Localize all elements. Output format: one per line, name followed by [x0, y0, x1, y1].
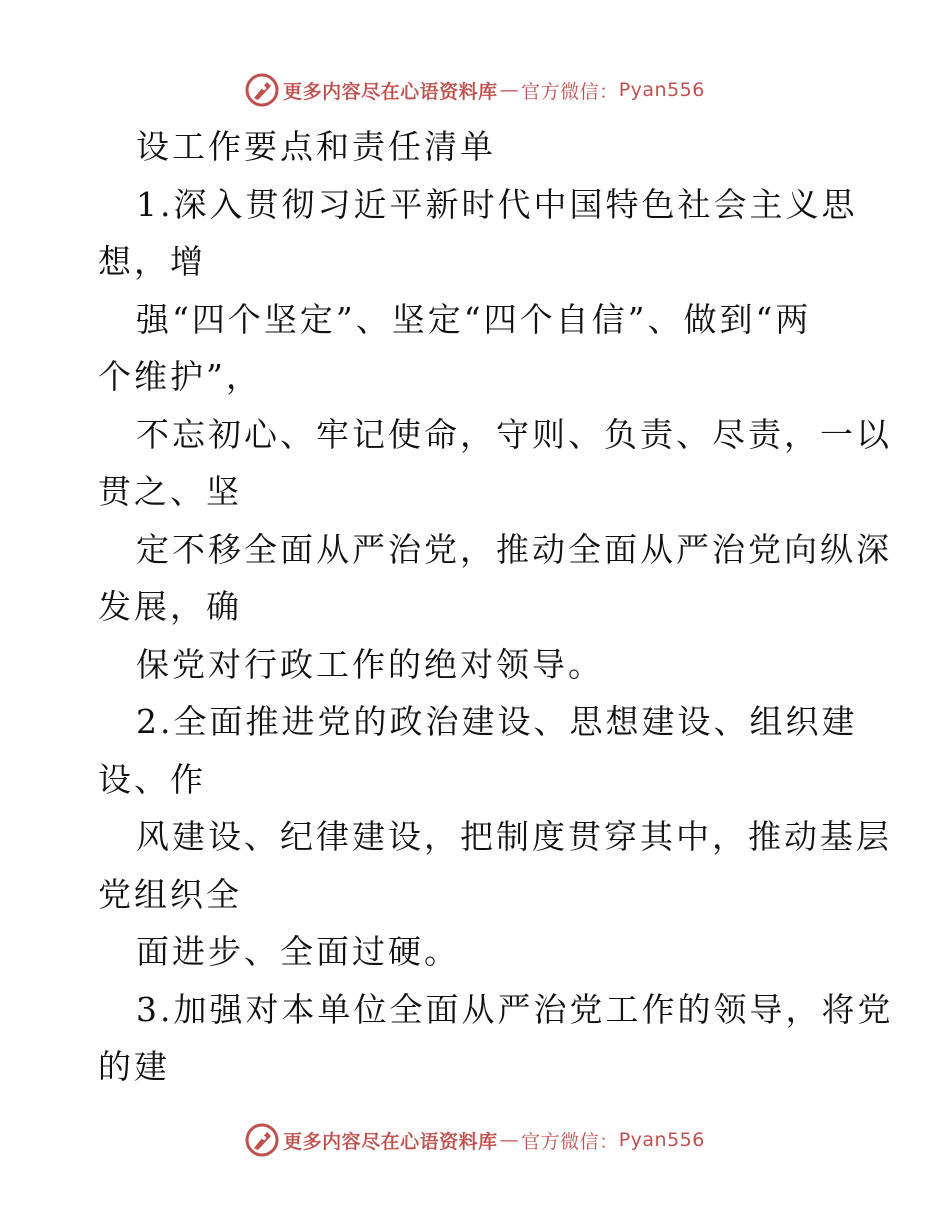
watermark-id: Pyan556 [618, 79, 705, 101]
watermark-brand: 更多内容尽在心语资料库 [283, 1130, 498, 1153]
text-line: 的建 [98, 1047, 170, 1086]
text-line: 党组织全 [98, 874, 242, 914]
document-body [98, 118, 894, 1096]
text-line: 定不移全面从严治党，推动全面从严治党向纵深 [136, 529, 892, 569]
footer-watermark [0, 1120, 950, 1160]
text-line: 面进步、全面过硬。 [136, 932, 460, 971]
text-line: 1.深入贯彻习近平新时代中国特色社会主义思 [136, 184, 858, 224]
watermark-brand: 更多内容尽在心语资料库 [283, 80, 498, 103]
fountain-pen-logo-icon [245, 1123, 279, 1157]
text-line: 2.全面推进党的政治建设、思想建设、组织建 [136, 702, 858, 741]
watermark-dash: — [499, 1129, 520, 1151]
header-watermark [0, 70, 950, 110]
watermark-dash: — [499, 79, 520, 101]
text-line: 风建设、纪律建设，把制度贯穿其中，推动基层 [136, 817, 892, 856]
fountain-pen-logo-icon [245, 73, 279, 107]
text-line: 保党对行政工作的绝对领导。 [136, 644, 604, 684]
text-line: 个维护”， [98, 357, 262, 396]
text-line: 发展，确 [98, 587, 242, 626]
text-line: 想，增 [98, 242, 206, 281]
text-line: 贯之、坚 [98, 472, 242, 511]
text-line: 强“四个坚定”、坚定“四个自信”、做到“两 [136, 299, 812, 339]
watermark-suffix: 官方微信： [521, 80, 619, 103]
text-line: 设工作要点和责任清单 [136, 127, 496, 166]
text-line: 设、作 [98, 759, 206, 799]
watermark-suffix: 官方微信： [521, 1130, 619, 1153]
watermark-id: Pyan556 [618, 1129, 705, 1151]
text-line: 不忘初心、牢记使命，守则、负责、尽责，一以 [136, 414, 892, 454]
text-line: 3.加强对本单位全面从严治党工作的领导，将党 [136, 989, 894, 1029]
